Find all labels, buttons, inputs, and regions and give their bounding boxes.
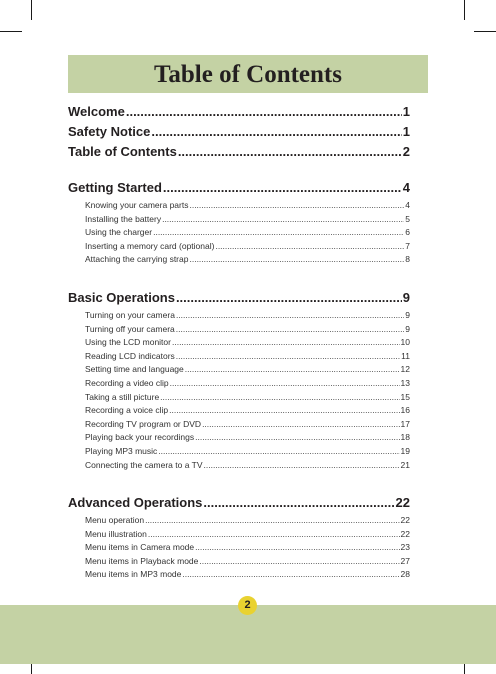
toc-entry-page: 22 — [395, 495, 410, 511]
dot-leader — [189, 200, 404, 210]
toc-entry-page: 10 — [400, 337, 410, 348]
dot-leader — [158, 446, 399, 456]
toc-entry-title: Menu items in Playback mode — [85, 555, 199, 566]
toc-subentry[interactable] — [68, 324, 410, 338]
toc-entry-title: Menu illustration — [85, 528, 147, 539]
toc-entry-page: 15 — [400, 391, 410, 402]
dot-leader — [178, 144, 402, 159]
toc-entry-page: 9 — [405, 309, 410, 320]
toc-subentry[interactable] — [68, 254, 410, 268]
toc-subentry[interactable] — [68, 337, 410, 351]
dot-leader — [163, 180, 402, 195]
toc-heading-getting-started[interactable] — [68, 180, 410, 200]
toc-entry-title: Using the charger — [85, 227, 153, 238]
dot-leader — [176, 310, 404, 320]
toc-subentry[interactable] — [68, 542, 410, 556]
crop-mark — [0, 31, 22, 32]
page-title: Table of Contents — [154, 61, 342, 88]
dot-leader — [204, 460, 400, 470]
toc-entry-page: 9 — [402, 289, 410, 305]
dot-leader — [160, 392, 399, 402]
toc-subentry[interactable] — [68, 227, 410, 241]
toc-subentry[interactable] — [68, 364, 410, 378]
toc-entry-page: 9 — [405, 323, 410, 334]
toc-entry-welcome[interactable] — [68, 104, 410, 124]
toc-entry-page: 23 — [400, 542, 410, 553]
toc-subentry[interactable] — [68, 460, 410, 474]
section-gap — [68, 473, 410, 495]
toc-subentry[interactable] — [68, 556, 410, 570]
toc-entry-page: 7 — [405, 240, 410, 251]
dot-leader — [195, 542, 399, 552]
crop-mark — [474, 31, 496, 32]
toc-entry-title: Welcome — [68, 104, 125, 119]
toc-entry-page: 11 — [401, 350, 410, 361]
toc-entry-title: Menu items in MP3 mode — [85, 569, 182, 580]
dot-leader — [176, 290, 402, 305]
toc-entry-title: Taking a still picture — [85, 391, 160, 402]
dot-leader — [203, 495, 394, 510]
toc-entry-title: Advanced Operations — [68, 495, 203, 511]
toc-entry-title: Installing the battery — [85, 213, 162, 224]
toc-entry-page: 17 — [400, 418, 410, 429]
toc-subentry[interactable] — [68, 378, 410, 392]
toc-entry-title: Menu items in Camera mode — [85, 542, 195, 553]
toc-entry-page: 16 — [400, 405, 410, 416]
toc-entry-page: 1 — [402, 104, 410, 119]
toc-subentry[interactable] — [68, 446, 410, 460]
dot-leader — [202, 419, 399, 429]
dot-leader — [182, 569, 399, 579]
toc-entry-page: 4 — [402, 180, 410, 195]
title-banner — [68, 55, 428, 93]
toc-heading-basic-operations[interactable] — [68, 290, 410, 310]
dot-leader — [185, 364, 400, 374]
toc-subentry[interactable] — [68, 241, 410, 255]
toc-entry-page: 21 — [400, 459, 410, 470]
toc-entry-page: 12 — [400, 364, 410, 375]
toc-subentry[interactable] — [68, 392, 410, 406]
dot-leader — [126, 104, 402, 119]
toc-entry-title: Safety Notice — [68, 124, 151, 139]
toc-subentry[interactable] — [68, 569, 410, 583]
dot-leader — [170, 378, 400, 388]
crop-mark — [464, 0, 465, 20]
section-gap — [68, 164, 410, 180]
toc-entry-title: Recording a voice clip — [85, 405, 169, 416]
dot-leader — [148, 529, 400, 539]
toc-entry-page: 22 — [400, 528, 410, 539]
toc-subentry[interactable] — [68, 419, 410, 433]
toc-entry-table-of-contents[interactable] — [68, 144, 410, 164]
toc-entry-title: Table of Contents — [68, 144, 177, 159]
toc-subentry[interactable] — [68, 200, 410, 214]
toc-subentry[interactable] — [68, 405, 410, 419]
toc-entry-title: Setting time and language — [85, 364, 184, 375]
toc-entry-title: Turning on your camera — [85, 309, 175, 320]
toc-entry-title: Playing MP3 music — [85, 445, 158, 456]
toc-entry-title: Recording TV program or DVD — [85, 418, 202, 429]
toc-subentry[interactable] — [68, 214, 410, 228]
toc-entry-title: Getting Started — [68, 180, 162, 195]
toc-entry-title: Attaching the carrying strap — [85, 254, 189, 265]
toc-entry-page: 28 — [400, 569, 410, 580]
table-of-contents — [68, 104, 410, 583]
toc-entry-title: Basic Operations — [68, 289, 175, 305]
dot-leader — [215, 241, 404, 251]
toc-entry-safety-notice[interactable] — [68, 124, 410, 144]
toc-entry-page: 4 — [405, 200, 410, 210]
toc-entry-page: 6 — [405, 227, 410, 238]
dot-leader — [162, 214, 404, 224]
toc-entry-page: 27 — [400, 555, 410, 566]
dot-leader — [189, 254, 404, 264]
toc-entry-page: 19 — [400, 445, 410, 456]
toc-entry-title: Knowing your camera parts — [85, 200, 189, 210]
toc-entry-page: 22 — [400, 515, 410, 526]
toc-subentry[interactable] — [68, 310, 410, 324]
toc-entry-page: 2 — [402, 144, 410, 159]
toc-subentry[interactable] — [68, 351, 410, 365]
toc-entry-title: Connecting the camera to a TV — [85, 459, 203, 470]
toc-entry-title: Turning off your camera — [85, 323, 175, 334]
toc-entry-title: Reading LCD indicators — [85, 350, 175, 361]
toc-entry-title: Using the LCD monitor — [85, 337, 171, 348]
dot-leader — [176, 324, 405, 334]
toc-entry-page: 8 — [405, 254, 410, 265]
toc-entry-page: 18 — [400, 432, 410, 443]
toc-heading-advanced-operations[interactable] — [68, 495, 410, 515]
toc-subentry[interactable] — [68, 432, 410, 446]
dot-leader — [151, 124, 401, 139]
dot-leader — [195, 432, 399, 442]
crop-mark — [31, 0, 32, 20]
toc-entry-page: 1 — [402, 124, 410, 139]
dot-leader — [199, 556, 399, 566]
page-number-badge: 2 — [238, 596, 257, 615]
toc-entry-title: Recording a video clip — [85, 377, 169, 388]
toc-entry-title: Inserting a memory card (optional) — [85, 240, 215, 251]
toc-subentry[interactable] — [68, 529, 410, 543]
dot-leader — [169, 405, 399, 415]
toc-subentry[interactable] — [68, 515, 410, 529]
dot-leader — [145, 515, 399, 525]
toc-entry-page: 13 — [400, 377, 410, 388]
toc-entry-title: Menu operation — [85, 515, 145, 526]
section-gap — [68, 268, 410, 290]
toc-entry-title: Playing back your recordings — [85, 432, 195, 443]
dot-leader — [172, 337, 400, 347]
dot-leader — [153, 227, 404, 237]
dot-leader — [176, 351, 400, 361]
toc-entry-page: 5 — [405, 213, 410, 224]
